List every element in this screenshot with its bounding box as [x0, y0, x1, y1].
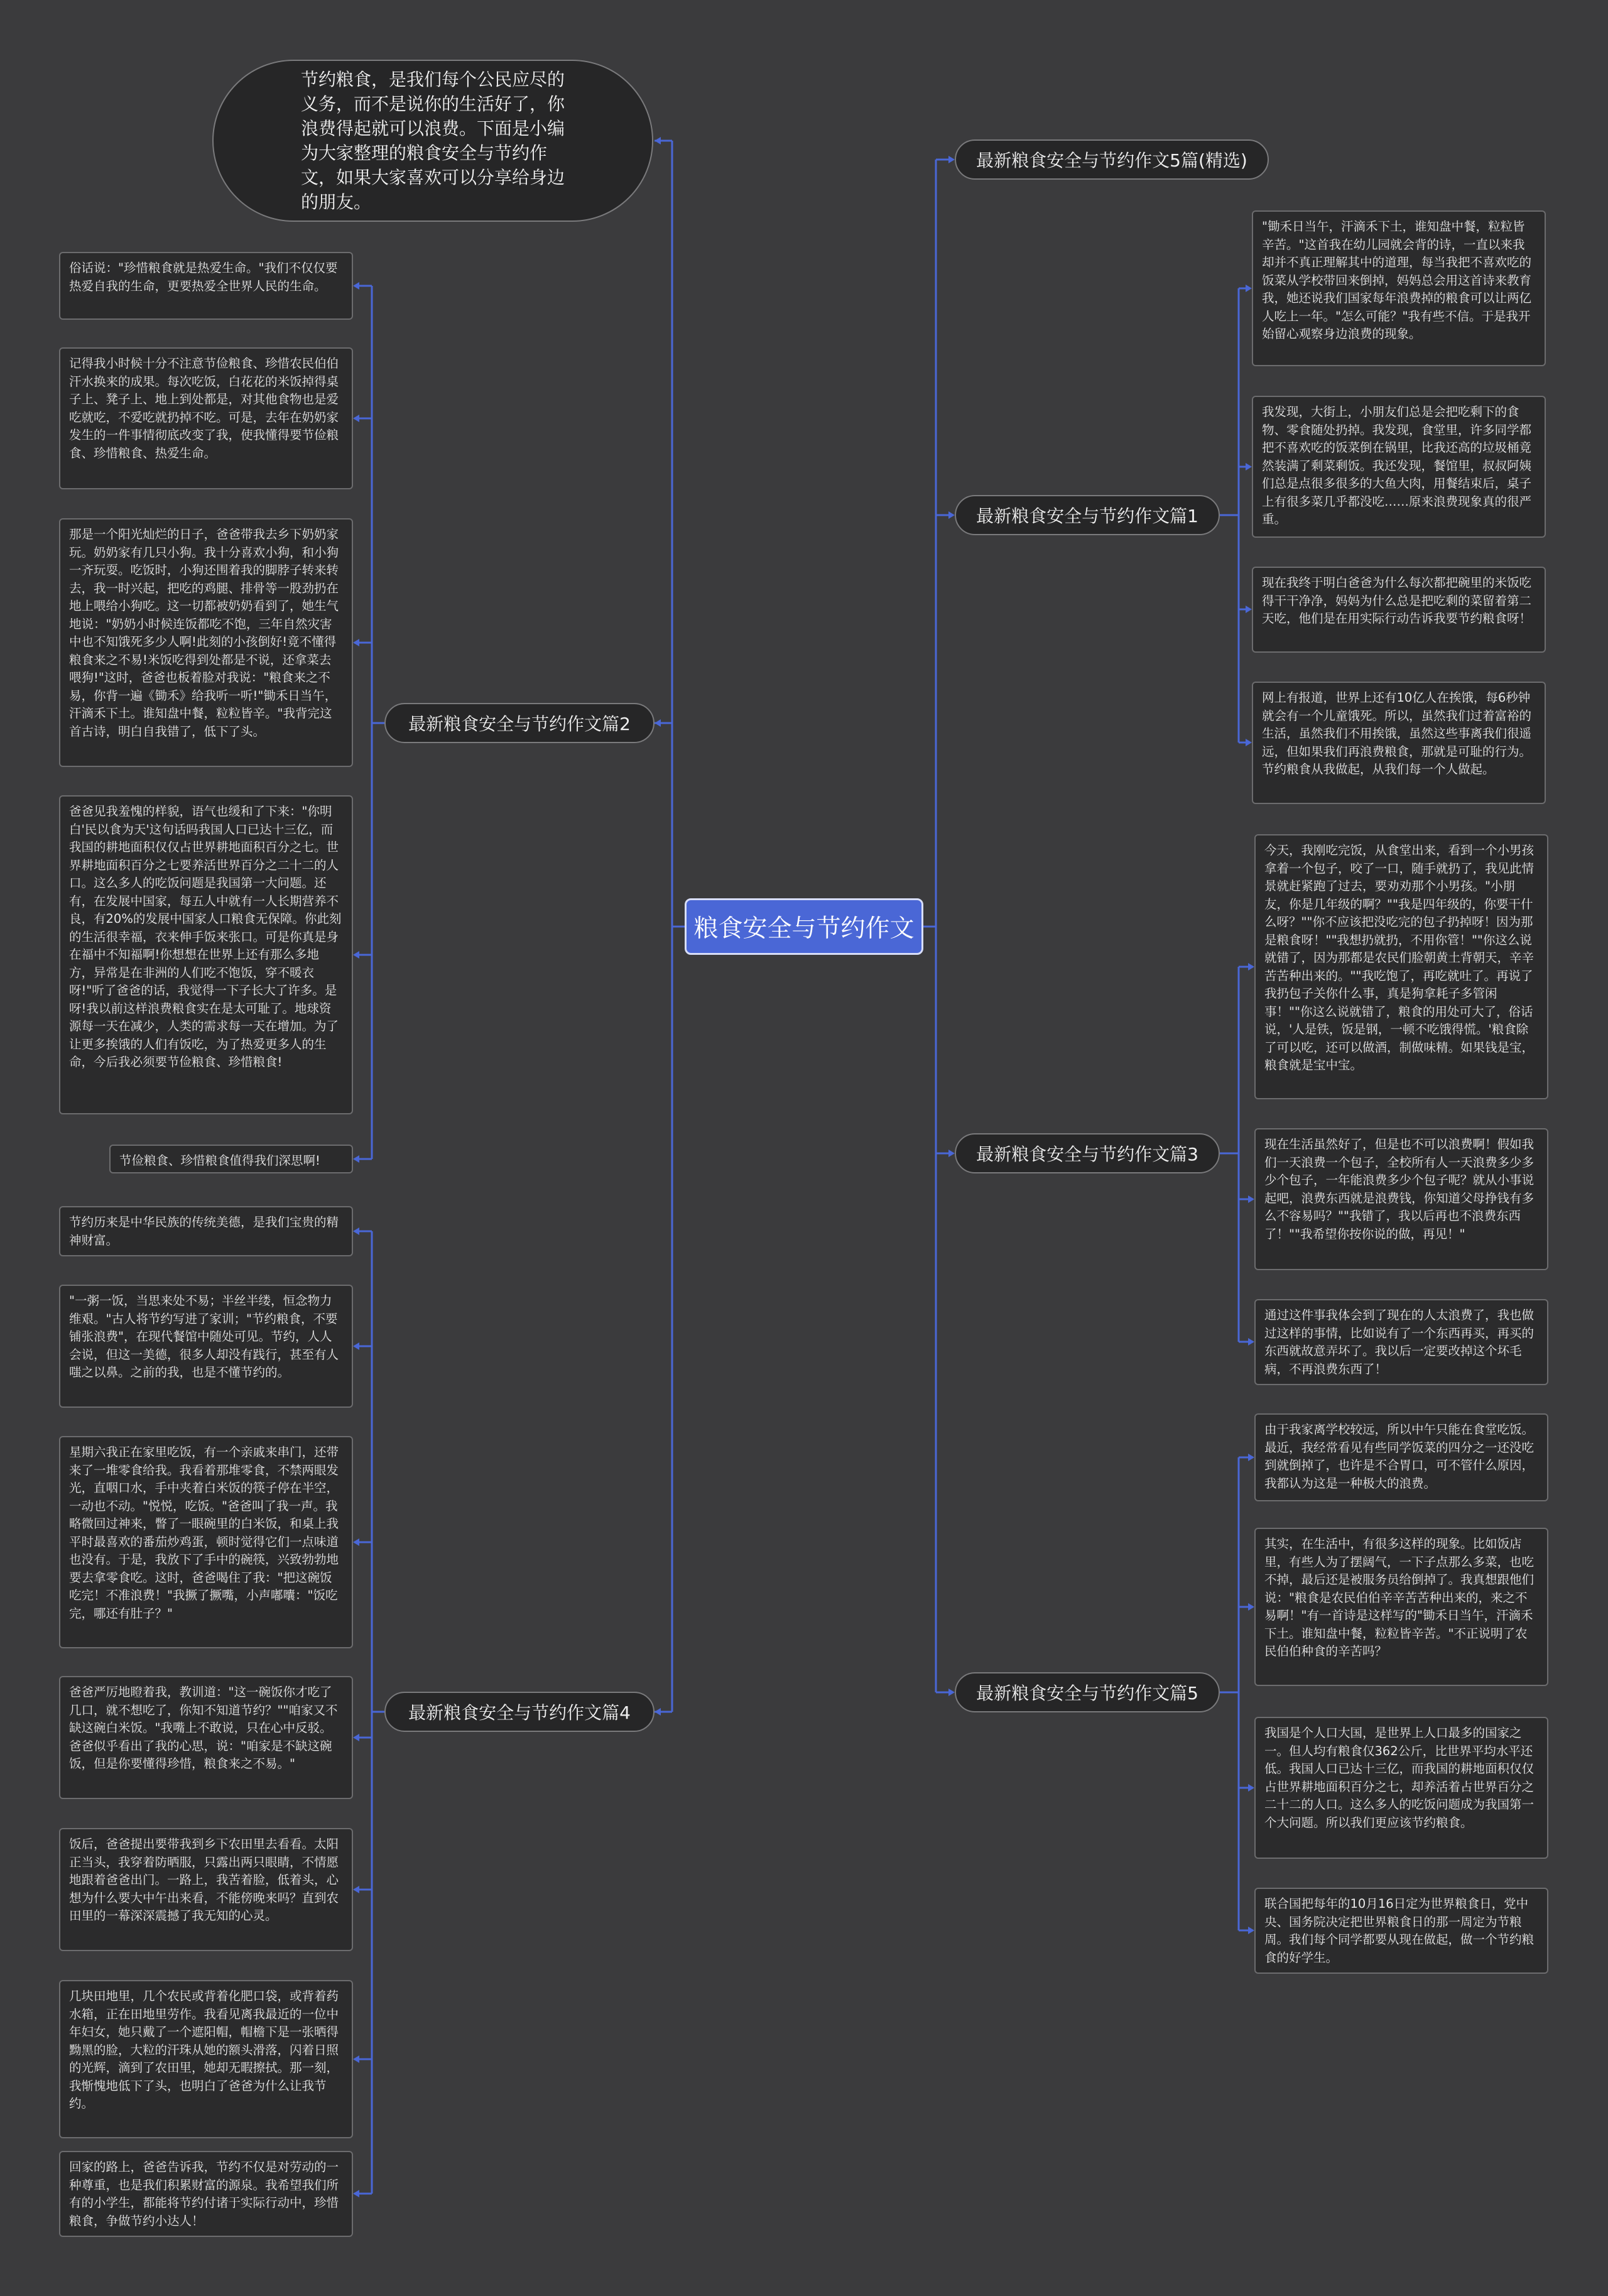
connector-arrow	[655, 1708, 661, 1716]
branch-label: 最新粮食安全与节约作文篇5	[976, 1683, 1198, 1704]
connector-arrow	[353, 1886, 359, 1893]
leaf-text: 节约历来是中华民族的传统美德，是我们宝贵的精神财富。	[69, 1215, 339, 1248]
connector-arrow	[948, 1689, 955, 1696]
leaf-text: 节俭粮食、珍惜粮食值得我们深思啊!	[119, 1153, 320, 1168]
branch-label: 最新粮食安全与节约作文篇3	[976, 1144, 1198, 1165]
leaf-note[interactable]	[1252, 210, 1546, 366]
connector-arrow	[353, 1155, 359, 1163]
leaf-note[interactable]	[1254, 1528, 1548, 1686]
leaf-text: 网上有报道，世界上还有10亿人在挨饿，每6秒钟就会有一个儿童饿死。所以，虽然我们过着富裕的生活，虽然我们不用挨饿，虽然这些事离我们很遥远，但如果我们再浪费粮食，那就是可耻的行为。节约粮食从我做起，从我们每一个人做起。	[1262, 690, 1532, 776]
leaf-note[interactable]	[59, 1980, 353, 2138]
leaf-text: 回家的路上，爸爸告诉我，节约不仅是对劳动的一种尊重，也是我们积累财富的源泉。我希望我们所有的小学生，都能将节约付诸于实际行动中，珍惜粮食，争做节约小达人！	[69, 2160, 339, 2228]
leaf-text: 饭后，爸爸提出要带我到乡下农田里去看看。太阳正当头，我穿着防晒服，只露出两只眼睛，不情愿地跟着爸爸出门。一路上，我苦着脸，低着头，心想为什么要大中午出来看，不能傍晚来吗？直到农田里的一幕深深震撼了我无知的心灵。	[69, 1837, 339, 1923]
branch-label: 最新粮食安全与节约作文篇2	[408, 714, 631, 734]
leaf-note[interactable]	[1254, 1413, 1548, 1501]
intro-text: 节约粮食，是我们每个公民应尽的义务，而不是说你的生活好了，你浪费得起就可以浪费。下面是小编为大家整理的粮食安全与节约作文，如果大家喜欢可以分享给身边的朋友。	[301, 69, 565, 212]
leaf-note[interactable]	[59, 1676, 353, 1799]
leaf-text: 那是一个阳光灿烂的日子，爸爸带我去乡下奶奶家玩。奶奶家有几只小狗。我十分喜欢小狗，和小狗一齐玩耍。吃饭时，小狗还围着我的脚脖子转来转去，我一时兴起，把吃的鸡腿、排骨等一股劲扔在地上喂给小狗吃。这一切都被奶奶看到了，她生气地说："奶奶小时候连饭都吃不饱，三年自然灾害中也不知饿死多少人啊!此刻的小孩倒好!竟不懂得粮食来之不易!米饭吃得到处都是不说，还拿菜去喂狗!"这时，爸爸也板着脸对我说："粮食来之不易，你背一遍《锄禾》给我听一听!"锄禾日当午，汗滴禾下土。谁知盘中餐，粒粒皆辛。"我背完这首古诗，明白自我错了，低下了头。	[69, 527, 339, 739]
connector-arrow	[1248, 1338, 1254, 1346]
branch-node-4[interactable]	[384, 1692, 655, 1732]
leaf-text: 俗话说："珍惜粮食就是热爱生命。"我们不仅仅要热爱自我的生命，更要热爱全世界人民的生命。	[69, 261, 338, 293]
leaf-text: 现在我终于明白爸爸为什么每次都把碗里的米饭吃得干干净净，妈妈为什么总是把吃剩的菜留着第二天吃，他们是在用实际行动告诉我要节约粮食呀！	[1262, 575, 1532, 626]
connector-arrow	[1246, 606, 1252, 613]
connector-arrow	[948, 511, 955, 519]
connector-arrow	[1248, 963, 1254, 971]
branch-label: 最新粮食安全与节约作文5篇(精选)	[976, 150, 1247, 171]
connector-arrow	[353, 1227, 359, 1235]
leaf-text: 联合国把每年的10月16日定为世界粮食日，党中央、国务院决定把世界粮食日的那一周定为节粮周。我们每个同学都要从现在做起，做一个节约粮食的好学生。	[1264, 1896, 1535, 1965]
connector-arrow	[353, 282, 359, 290]
leaf-text: 我发现，大街上，小朋友们总是会把吃剩下的食物、零食随处扔掉。我发现，食堂里，许多同学都把不喜欢吃的饭菜倒在锅里，比我还高的垃圾桶竟然装满了剩菜剩饭。我还发现，餐馆里，叔叔阿姨们总是点很多很多的大鱼大肉，用餐结束后，桌子上有很多菜几乎都没吃……原来浪费现象真的很严重。	[1262, 405, 1532, 526]
leaf-note[interactable]	[59, 1828, 353, 1951]
connector-arrow	[353, 639, 359, 646]
leaf-note[interactable]	[1254, 1128, 1548, 1270]
connector-arrow	[948, 1150, 955, 1157]
leaf-text: 由于我家离学校较远，所以中午只能在食堂吃饭。最近，我经常看见有些同学饭菜的四分之一还没吃到就倒掉了，也许是不合胃口，可不管什么原因，我都认为这是一种极大的浪费。	[1264, 1422, 1535, 1491]
leaf-text: "一粥一饭，当思来处不易；半丝半缕，恒念物力维艰。"古人将节约写进了家训；"节约粮食，不要铺张浪费"，在现代餐馆中随处可见。节约，人人会说，但这一美德，很多人却没有践行，甚至有人嗤之以鼻。之前的我，也是不懂节约的。	[69, 1293, 339, 1379]
connector-arrow	[1248, 1454, 1254, 1461]
leaf-note[interactable]	[1252, 396, 1546, 538]
connector-arrow	[1248, 1195, 1254, 1203]
leaf-note[interactable]	[59, 2151, 353, 2237]
intro-node[interactable]	[212, 60, 653, 222]
connector-arrow	[353, 2055, 359, 2063]
leaf-text: 我国是个人口大国，是世界上人口最多的国家之一。但人均有粮食仅362公斤，比世界平均水平还低。我国人口已达十三亿，而我国的耕地面积仅仅占世界耕地面积百分之七，却养活着占世界百分之二十二的人口。这么多人的吃饭问题成为我国第一个大问题。所以我们更应该节约粮食。	[1264, 1726, 1535, 1830]
leaf-note[interactable]	[59, 795, 353, 1114]
connector-arrow	[1246, 739, 1252, 746]
leaf-text: 星期六我正在家里吃饭，有一个亲戚来串门，还带来了一堆零食给我。我看着那堆零食，不禁两眼发光，直咽口水，手中夹着白米饭的筷子停在半空，一动也不动。"悦悦，吃饭。"爸爸叫了我一声。我略微回过神来，瞥了一眼碗里的白米饭，和桌上我平时最喜欢的番茄炒鸡蛋，顿时觉得它们一点味道也没有。于是，我放下了手中的碗筷，兴致勃勃地要去拿零食吃。这时，爸爸喝住了我："把这碗饭吃完！不准浪费！"我撅了撅嘴，小声嘟囔："饭吃完，哪还有肚子？"	[69, 1445, 339, 1621]
leaf-note[interactable]	[1252, 682, 1546, 804]
branch-label: 最新粮食安全与节约作文篇4	[408, 1702, 631, 1723]
connector-arrow	[353, 1734, 359, 1741]
branch-node-summary[interactable]	[955, 139, 1269, 180]
connector-arrow	[948, 156, 955, 163]
leaf-note[interactable]	[59, 347, 353, 489]
leaf-note[interactable]	[1254, 834, 1548, 1099]
branch-label: 最新粮食安全与节约作文篇1	[976, 506, 1198, 526]
leaf-note[interactable]	[59, 1436, 353, 1648]
root-label: 粮食安全与节约作文	[693, 915, 915, 943]
leaf-note[interactable]	[59, 1285, 353, 1408]
connector-arrow	[353, 951, 359, 959]
connector-arrow	[1248, 1927, 1254, 1934]
leaf-note[interactable]	[59, 1206, 353, 1256]
leaf-text: 爸爸见我羞愧的样貌，语气也缓和了下来："你明白'民以食为天'这句话吗我国人口已达十三亿，而我国的耕地面积仅仅占世界耕地面积百分之七。世界耕地面积百分之七要养活世界百分之二十二的人口。这么多人的吃饭问题是我国第一大问题。还有，在发展中国家，每五人中就有一人长期营养不良，有20%的发展中国家人口粮食无保障。你此刻的生活很幸福，衣来伸手饭来张口。可是你真是身在福中不知福啊!你想想在世界上还有那么多地方，异常是在非洲的人们吃不饱饭，穿不暖衣呀!"听了爸爸的话，我觉得一下子长大了许多。是呀!我以前这样浪费粮食实在是太可耻了。地球资源每一天在减少，人类的需求每一天在增加。为了让更多挨饿的人们有饭吃，为了热爱更多人的生命，今后我必须要节俭粮食、珍惜粮食!	[69, 804, 342, 1069]
connector-arrow	[1246, 285, 1252, 292]
leaf-text: 今天，我刚吃完饭，从食堂出来，看到一个小男孩拿着一个包子，咬了一口，随手就扔了，我见此情景就赶紧跑了过去，要劝劝那个小男孩。"小朋友，你是几年级的啊？""我是四年级的，你要干什么呀？""你不应该把没吃完的包子扔掉呀！因为那是粮食呀！""我想扔就扔，不用你管！""你这么说就错了，因为那都是农民们脸朝黄土背朝天，辛辛苦苦种出来的。""我吃饱了，再吃就吐了。再说了我扔包子关你什么事，真是狗拿耗子多管闲事！""你这么说就错了，粮食的用处可大了，俗话说，'人是铁，饭是钢，一顿不吃饿得慌。'粮食除了可以吃，还可以做酒，制做味精。如果钱是宝，粮食就是宝中宝。	[1264, 843, 1535, 1072]
connector-arrow	[655, 719, 661, 727]
leaf-note[interactable]	[1254, 1888, 1548, 1974]
leaf-text: 其实，在生活中，有很多这样的现象。比如饭店里，有些人为了摆阔气，一下子点那么多菜，也吃不掉，最后还是被服务员给倒掉了。我真想跟他们说："粮食是农民伯伯辛辛苦苦种出来的，来之不易啊！"有一首诗是这样写的"锄禾日当午，汗滴禾下土。谁知盘中餐，粒粒皆辛苦。"不正说明了农民伯伯种食的辛苦吗？	[1264, 1537, 1535, 1658]
leaf-text: 几块田地里，几个农民或背着化肥口袋，或背着药水箱，正在田地里劳作。我看见离我最近的一位中年妇女，她只戴了一个遮阳帽，帽檐下是一张晒得黝黑的脸，大粒的汗珠从她的额头滑落，闪着日照的光辉，滴到了农田里，她却无暇擦拭。那一刻，我惭愧地低下了头，也明白了爸爸为什么让我节约。	[69, 1989, 339, 2111]
leaf-text: 通过这件事我体会到了现在的人太浪费了，我也做过这样的事情，比如说有了一个东西再买，再买的东西就故意弄坏了。我以后一定要改掉这个坏毛病，不再浪费东西了！	[1264, 1308, 1535, 1376]
leaf-note[interactable]	[1252, 567, 1546, 653]
connector-arrow	[353, 2190, 359, 2197]
leaf-note[interactable]	[109, 1145, 353, 1173]
branch-node-2[interactable]	[384, 703, 655, 743]
leaf-text: 现在生活虽然好了，但是也不可以浪费啊！假如我们一天浪费一个包子，全校所有人一天浪费多少多少个包子，一年能浪费多少个包子呢？就从小事说起吧，浪费东西就是浪费钱，你知道父母挣钱有多么不容易吗？""我错了，我以后再也不浪费东西了！""我希望你按你说的做，再见！"	[1264, 1137, 1535, 1241]
connector-arrow	[353, 1538, 359, 1546]
branch-node-5[interactable]	[955, 1672, 1220, 1712]
connector-arrow	[1248, 1603, 1254, 1611]
root-node[interactable]	[685, 898, 923, 955]
leaf-note[interactable]	[59, 252, 353, 320]
branch-node-3[interactable]	[955, 1133, 1220, 1173]
connector-arrow	[1248, 1784, 1254, 1792]
connector-arrow	[353, 1342, 359, 1350]
leaf-text: 爸爸严厉地瞪着我，教训道："这一碗饭你才吃了几口，就不想吃了，你知不知道节约？""咱家又不缺这碗白米饭。"我嘴上不敢说，只在心中反驳。爸爸似乎看出了我的心思，说："咱家是不缺这碗饭，但是你要懂得珍惜，粮食来之不易。"	[69, 1685, 338, 1771]
connector-arrow	[353, 415, 359, 422]
leaf-text: 记得我小时候十分不注意节俭粮食、珍惜农民伯伯汗水换来的成果。每次吃饭，白花花的米饭掉得桌子上、凳子上、地上到处都是，对其他食物也是爱吃就吃，不爱吃就扔掉不吃。可是，去年在奶奶家发生的一件事情彻底改变了我，使我懂得要节俭粮食、珍惜粮食、热爱生命。	[69, 356, 339, 460]
leaf-note[interactable]	[59, 518, 353, 767]
connector-arrow	[655, 137, 661, 144]
leaf-note[interactable]	[1254, 1717, 1548, 1859]
connector-arrow	[1246, 463, 1252, 471]
leaf-text: "锄禾日当午，汗滴禾下土，谁知盘中餐，粒粒皆辛苦。"这首我在幼儿园就会背的诗，一直以来我却并不真正理解其中的道理，每当我把不喜欢吃的饭菜从学校带回来倒掉，妈妈总会用这首诗来教育我，她还说我们国家每年浪费掉的粮食可以让两亿人吃上一年。"怎么可能？"我有些不信。于是我开始留心观察身边浪费的现象。	[1262, 219, 1532, 341]
branch-node-1[interactable]	[955, 495, 1220, 535]
leaf-note[interactable]	[1254, 1299, 1548, 1385]
